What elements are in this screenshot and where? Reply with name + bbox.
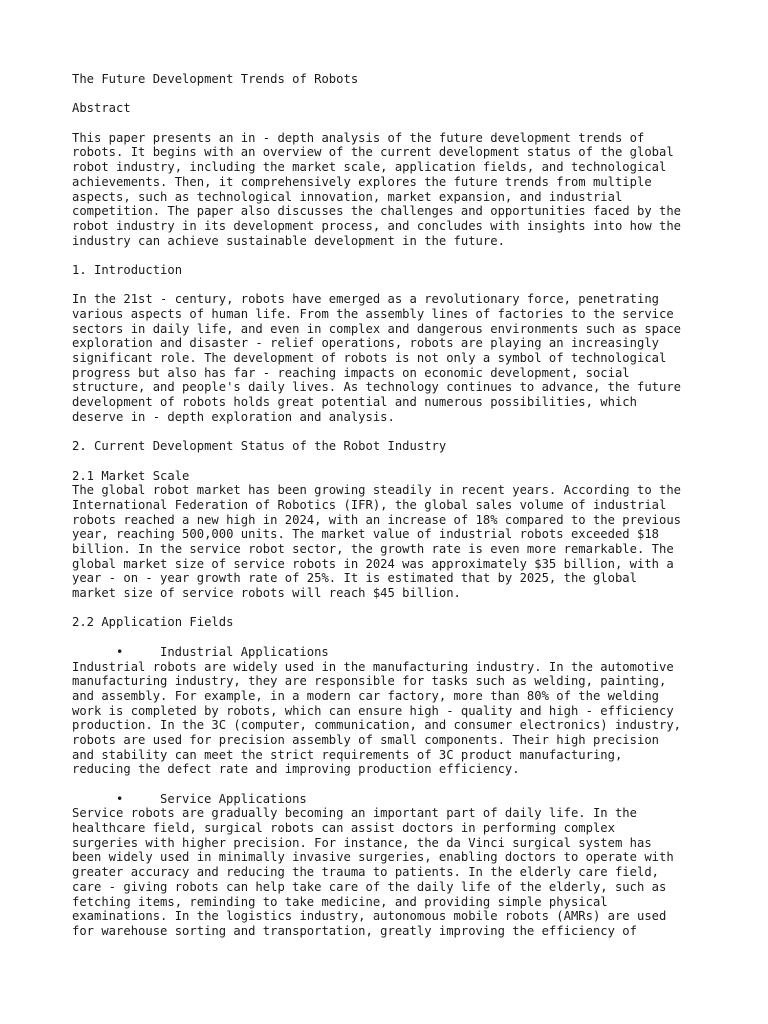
paragraph-line: work is completed by robots, which can ensure high - quality and high - efficiency (72, 703, 674, 718)
spacer (72, 630, 712, 645)
paragraph-line: significant role. The development of robots is not only a symbol of technological (72, 351, 667, 366)
paragraph-line: fetching items, reminding to take medicine, and providing simple physical (72, 894, 608, 909)
paragraph-line: The global robot market has been growing steadily in recent years. According to the (72, 483, 682, 498)
paragraph-line: aspects, such as technological innovation, market expansion, and industrial (72, 189, 623, 204)
spacer (72, 278, 712, 293)
paragraph-line: and assembly. For example, in a modern car factory, more than 80% of the welding (72, 688, 659, 703)
market-scale-heading: 2.1 Market Scale (72, 468, 190, 483)
paragraph-line: for warehouse sorting and transportation, greatly improving the efficiency of (72, 923, 637, 938)
paragraph-line: exploration and disaster - relief operations, robots are playing an increasingly (72, 336, 659, 351)
bullet-title: Industrial Applications (160, 644, 329, 659)
abstract-paragraph (72, 131, 712, 249)
paragraph-line: development of robots holds great potential and numerous possibilities, which (72, 395, 637, 410)
paragraph-line: robot industry, including the market scale, application fields, and technological (72, 160, 667, 175)
document-page (72, 72, 712, 939)
document-title: The Future Development Trends of Robots (72, 72, 359, 86)
paragraph-line: and stability can meet the strict requirements of 3C product manufacturing, (72, 747, 623, 762)
paragraph-line: manufacturing industry, they are responsible for tasks such as welding, painting, (72, 674, 667, 689)
paragraph-line: billion. In the service robot sector, the growth rate is even more remarkable. The (72, 542, 674, 556)
paragraph-line: been widely used in minimally invasive surgeries, enabling doctors to operate with (72, 850, 674, 865)
paragraph-line: Service robots are gradually becoming an important part of daily life. In the (72, 806, 637, 821)
service-applications-paragraph (72, 806, 712, 938)
introduction-paragraph (72, 292, 712, 424)
paragraph-line: robots reached a new high in 2024, with an increase of 18% compared to the previous (72, 512, 682, 527)
paragraph-line: year, reaching 500,000 units. The market value of industrial robots exceeded $18 (72, 527, 659, 542)
bullet-item-service (72, 792, 712, 807)
paragraph-line: healthcare field, surgical robots can assist doctors in performing complex (72, 821, 615, 836)
paragraph-line: robots. It begins with an overview of the current development status of the global (72, 145, 674, 160)
spacer (72, 777, 712, 792)
paragraph-line: market size of service robots will reach $45 billion. (72, 586, 461, 601)
bullet-icon: • (116, 791, 124, 806)
abstract-heading: Abstract (72, 101, 131, 116)
paragraph-line: greater accuracy and reducing the trauma to patients. In the elderly care field, (72, 865, 659, 880)
introduction-heading: 1. Introduction (72, 262, 183, 277)
bullet-title: Service Applications (160, 791, 307, 806)
bullet-icon: • (116, 644, 124, 659)
spacer (72, 87, 712, 102)
spacer (72, 425, 712, 440)
paragraph-line: care - giving robots can help take care of the daily life of the elderly, such as (72, 879, 667, 894)
paragraph-line: competition. The paper also discusses the challenges and opportunities faced by the (72, 204, 682, 219)
paragraph-line: International Federation of Robotics (IFR), the global sales volume of industrial (72, 497, 667, 512)
paragraph-line: robot industry in its development process, and concludes with insights into how the (72, 218, 682, 233)
paragraph-line: structure, and people's daily lives. As technology continues to advance, the future (72, 380, 682, 395)
paragraph-line: This paper presents an in - depth analysis of the future development trends of (72, 130, 645, 145)
paragraph-line: achievements. Then, it comprehensively explores the future trends from multiple (72, 174, 652, 189)
market-scale-paragraph (72, 483, 712, 601)
industrial-applications-paragraph (72, 660, 712, 778)
paragraph-line: Industrial robots are widely used in the manufacturing industry. In the automotive (72, 659, 674, 674)
paragraph-line: various aspects of human life. From the assembly lines of factories to the service (72, 307, 674, 321)
paragraph-line: In the 21st - century, robots have emerged as a revolutionary force, penetrating (72, 292, 659, 307)
paragraph-line: surgeries with higher precision. For instance, the da Vinci surgical system has (72, 835, 652, 850)
spacer (72, 116, 712, 131)
paragraph-line: robots are used for precision assembly of small components. Their high precision (72, 732, 659, 747)
bullet-item-industrial (72, 645, 712, 660)
paragraph-line: year - on - year growth rate of 25%. It is estimated that by 2025, the global (72, 571, 637, 586)
application-fields-heading: 2.2 Application Fields (72, 615, 234, 630)
section-2-heading: 2. Current Development Status of the Robot Industry (72, 439, 447, 454)
paragraph-line: examinations. In the logistics industry, autonomous mobile robots (AMRs) are used (72, 909, 667, 924)
paragraph-line: progress but also has far - reaching impacts on economic development, social (72, 365, 630, 380)
spacer (72, 454, 712, 469)
paragraph-line: deserve in - depth exploration and analysis. (72, 409, 395, 424)
paragraph-line: industry can achieve sustainable development in the future. (72, 233, 505, 248)
paragraph-line: sectors in daily life, and even in complex and dangerous environments such as space (72, 321, 682, 336)
paragraph-line: reducing the defect rate and improving production efficiency. (72, 762, 520, 777)
spacer (72, 248, 712, 263)
paragraph-line: production. In the 3C (computer, communication, and consumer electronics) industry, (72, 718, 682, 733)
paragraph-line: global market size of service robots in 2024 was approximately $35 billion, with a (72, 556, 674, 571)
spacer (72, 601, 712, 616)
